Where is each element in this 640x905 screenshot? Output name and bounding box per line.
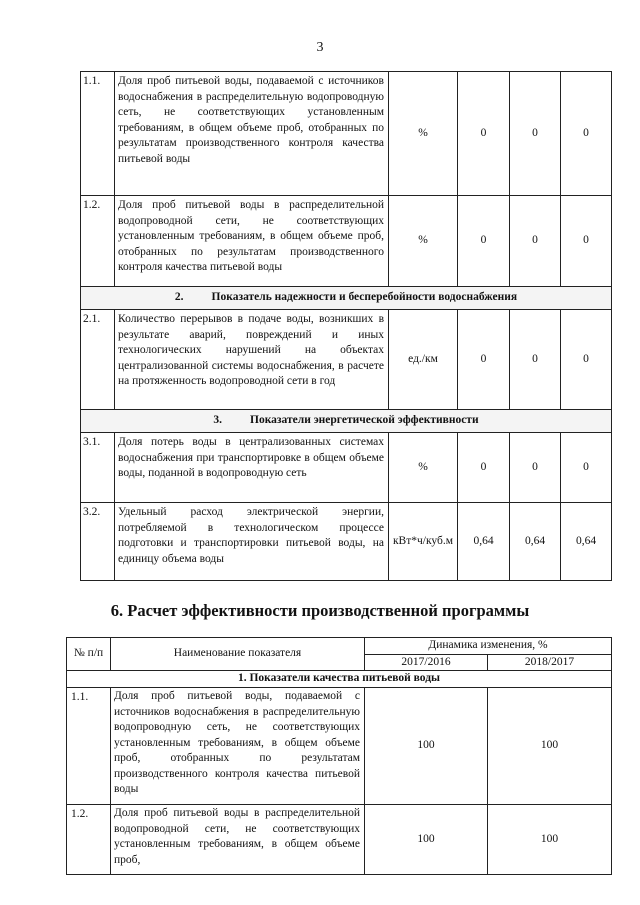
row-description: Количество перерывов в подаче воды, возникших в результате аварий, повреждений и иных технологических нарушений на объектах централизованной системы водоснабжения, в расчете на протяженность водопроводной сети в год bbox=[115, 310, 389, 410]
row-unit: кВт*ч/куб.м bbox=[389, 503, 458, 581]
row-number: 1.2. bbox=[67, 805, 111, 875]
table-row bbox=[81, 433, 612, 503]
table-row bbox=[67, 805, 612, 875]
row-value: 100 bbox=[365, 688, 488, 805]
section-row bbox=[81, 410, 612, 433]
row-description: Доля проб питьевой воды, подаваемой с источников водоснабжения в распределительную водопроводную сеть, не соответствующих установленным требованиям, в общем объеме проб, отобранных по результатам производственного контроля качества питьевой воды bbox=[115, 72, 389, 196]
section-row bbox=[81, 287, 612, 310]
table-row bbox=[81, 72, 612, 196]
row-value: 0 bbox=[510, 310, 561, 410]
row-value: 100 bbox=[488, 805, 612, 875]
header-name: Наименование показателя bbox=[111, 638, 365, 671]
row-value: 0,64 bbox=[510, 503, 561, 581]
row-number: 1.1. bbox=[81, 72, 115, 196]
row-value: 100 bbox=[365, 805, 488, 875]
indicators-table bbox=[80, 71, 612, 581]
header-dynamics: Динамика изменения, % bbox=[365, 638, 612, 655]
row-value: 0 bbox=[458, 196, 510, 287]
header-num: № п/п bbox=[67, 638, 111, 671]
row-number: 3.2. bbox=[81, 503, 115, 581]
row-description: Доля проб питьевой воды, подаваемой с источников водоснабжения в распределительную водопроводную сеть, не соответствующих установленным требованиям, в общем объеме проб, отобранных по результатам производственного контроля качества питьевой воды bbox=[111, 688, 365, 805]
row-number: 3.1. bbox=[81, 433, 115, 503]
row-number: 2.1. bbox=[81, 310, 115, 410]
table-row bbox=[67, 688, 612, 805]
section-label: Показатели энергетической эффективности bbox=[250, 414, 479, 427]
row-value: 0,64 bbox=[561, 503, 612, 581]
section-title bbox=[81, 287, 612, 310]
header-period-1: 2017/2016 bbox=[365, 654, 488, 671]
row-value: 0 bbox=[510, 433, 561, 503]
section-title bbox=[81, 410, 612, 433]
table-row bbox=[81, 196, 612, 287]
section-heading: 6. Расчет эффективности производственной программы bbox=[110, 601, 530, 620]
row-value: 0 bbox=[561, 72, 612, 196]
row-value: 0 bbox=[458, 72, 510, 196]
row-value: 100 bbox=[488, 688, 612, 805]
row-description: Удельный расход электрической энергии, потребляемой в технологическом процессе подготовки и транспортировки питьевой воды, на единицу объема воды bbox=[115, 503, 389, 581]
row-description: Доля потерь воды в централизованных системах водоснабжения при транспортировке в общем объеме воды, поданной в водопроводную сеть bbox=[115, 433, 389, 503]
table-row bbox=[81, 310, 612, 410]
row-value: 0 bbox=[561, 196, 612, 287]
header-period-2: 2018/2017 bbox=[488, 654, 612, 671]
row-unit: % bbox=[389, 433, 458, 503]
row-value: 0 bbox=[458, 433, 510, 503]
row-value: 0 bbox=[510, 196, 561, 287]
row-value: 0 bbox=[458, 310, 510, 410]
row-unit: % bbox=[389, 72, 458, 196]
section-number: 3. bbox=[213, 414, 223, 427]
table-row bbox=[81, 503, 612, 581]
row-value: 0,64 bbox=[458, 503, 510, 581]
row-unit: ед./км bbox=[389, 310, 458, 410]
row-value: 0 bbox=[561, 433, 612, 503]
row-unit: % bbox=[389, 196, 458, 287]
row-number: 1.1. bbox=[67, 688, 111, 805]
row-value: 0 bbox=[561, 310, 612, 410]
section-row: 1. Показатели качества питьевой воды bbox=[67, 671, 612, 688]
row-description: Доля проб питьевой воды в распределительной водопроводной сети, не соответствующих установленным требованиям, в общем объеме проб, отобранных по результатам производственного контроля качества питьевой воды bbox=[115, 196, 389, 287]
page-number: 3 bbox=[316, 40, 324, 55]
section-number: 2. bbox=[174, 291, 184, 304]
row-number: 1.2. bbox=[81, 196, 115, 287]
section-label: Показатель надежности и бесперебойности водоснабжения bbox=[211, 291, 518, 304]
row-description: Доля проб питьевой воды в распределительной водопроводной сети, не соответствующих установленным требованиям, в общем объеме проб, bbox=[111, 805, 365, 875]
efficiency-table bbox=[66, 637, 612, 875]
row-value: 0 bbox=[510, 72, 561, 196]
